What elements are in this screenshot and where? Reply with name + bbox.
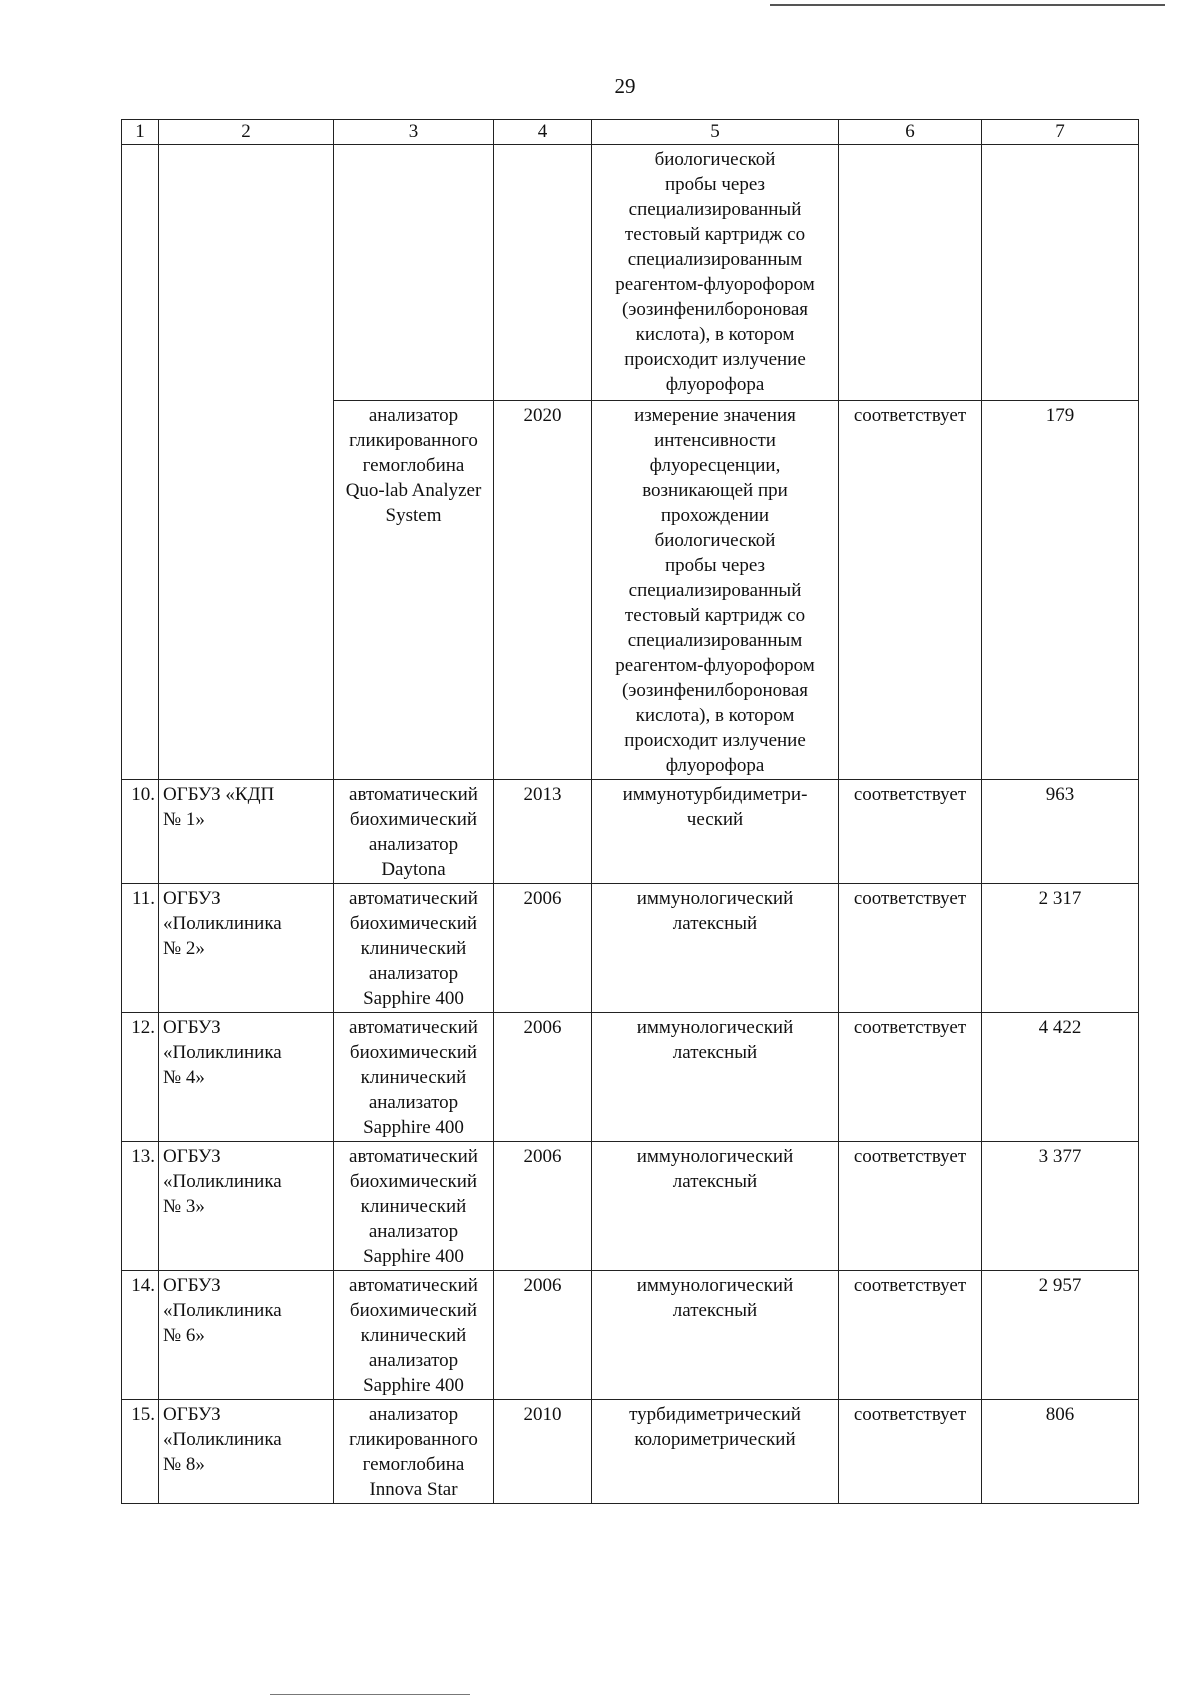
row-number-cell: 11. bbox=[122, 884, 159, 1013]
cell-text-line: гликированного bbox=[349, 430, 478, 451]
analyzer-cell bbox=[334, 1013, 494, 1142]
cell-text-line: специализированный bbox=[628, 199, 802, 220]
cell-text-line: «Поликлиника bbox=[163, 913, 282, 934]
organization-cell bbox=[159, 145, 334, 780]
compliance-cell: соответствует bbox=[839, 780, 982, 884]
cell-text-line: Daytona bbox=[381, 859, 446, 880]
analyzer-cell bbox=[334, 1271, 494, 1400]
year-cell: 2010 bbox=[494, 1400, 592, 1504]
page-number: 29 bbox=[614, 74, 636, 98]
organization-cell bbox=[159, 1142, 334, 1271]
cell-text-line: биохимический bbox=[349, 1042, 478, 1063]
cell-text-line: кислота), в котором bbox=[635, 324, 795, 345]
organization-cell bbox=[159, 1013, 334, 1142]
cell-text-line: латексный bbox=[672, 1042, 758, 1063]
cell-text-line: интенсивности bbox=[654, 430, 776, 451]
data-table bbox=[121, 119, 1139, 1504]
cell-text-line: анализатор bbox=[368, 1404, 459, 1425]
compliance-cell bbox=[839, 145, 982, 401]
cell-text-line: иммунологический bbox=[636, 1275, 794, 1296]
cell-text-line: пробы через bbox=[664, 555, 765, 576]
compliance-cell: соответствует bbox=[839, 1400, 982, 1504]
cell-text-line: Sapphire 400 bbox=[363, 988, 464, 1009]
cell-text-line: иммунологический bbox=[636, 888, 794, 909]
compliance-cell: соответствует bbox=[839, 401, 982, 780]
row-number-cell bbox=[122, 145, 159, 780]
header-cell: 4 bbox=[494, 120, 592, 145]
cell-text-line: флуоресценции, bbox=[649, 455, 781, 476]
cell-text-line: биологической bbox=[654, 530, 776, 551]
cell-text-line: гемоглобина bbox=[362, 455, 465, 476]
table-row bbox=[122, 145, 1139, 401]
cell-text-line: иммунологический bbox=[636, 1017, 794, 1038]
cell-text-line: ОГБУЗ bbox=[163, 1146, 221, 1167]
cell-text-line: реагентом-флуорофором bbox=[615, 274, 815, 295]
cell-text-line: клинический bbox=[360, 938, 467, 959]
cell-text-line: автоматический bbox=[349, 1017, 478, 1038]
compliance-cell: соответствует bbox=[839, 884, 982, 1013]
analyzer-cell bbox=[334, 884, 494, 1013]
cell-text-line: клинический bbox=[360, 1196, 467, 1217]
method-cell bbox=[592, 1013, 839, 1142]
analyzer-cell bbox=[334, 1142, 494, 1271]
method-cell bbox=[592, 1142, 839, 1271]
cell-text-line: № 2» bbox=[163, 938, 205, 959]
cell-text-line: биологической bbox=[654, 149, 776, 170]
cell-text-line: (эозинфенилбороновая bbox=[621, 299, 809, 320]
year-cell: 2006 bbox=[494, 1142, 592, 1271]
cell-text-line: специализированным bbox=[627, 630, 803, 651]
cell-text-line: гликированного bbox=[349, 1429, 478, 1450]
cell-text-line: ОГБУЗ «КДП bbox=[163, 784, 275, 805]
method-cell bbox=[592, 1271, 839, 1400]
table-row bbox=[122, 1142, 1139, 1271]
count-cell: 179 bbox=[982, 401, 1139, 780]
count-cell: 2 317 bbox=[982, 884, 1139, 1013]
table-row bbox=[122, 780, 1139, 884]
cell-text-line: ОГБУЗ bbox=[163, 1017, 221, 1038]
compliance-cell: соответствует bbox=[839, 1013, 982, 1142]
table-row bbox=[122, 1400, 1139, 1504]
row-number-cell: 14. bbox=[122, 1271, 159, 1400]
cell-text-line: ОГБУЗ bbox=[163, 1275, 221, 1296]
count-cell: 963 bbox=[982, 780, 1139, 884]
table-row bbox=[122, 884, 1139, 1013]
header-cell: 5 bbox=[592, 120, 839, 145]
organization-cell bbox=[159, 1271, 334, 1400]
header-cell: 6 bbox=[839, 120, 982, 145]
row-number-cell: 12. bbox=[122, 1013, 159, 1142]
table-header-row bbox=[122, 120, 1139, 145]
count-cell: 4 422 bbox=[982, 1013, 1139, 1142]
cell-text-line: биохимический bbox=[349, 809, 478, 830]
count-cell bbox=[982, 145, 1139, 401]
scan-artifact-top bbox=[770, 4, 1165, 6]
table-row bbox=[122, 1013, 1139, 1142]
cell-text-line: «Поликлиника bbox=[163, 1429, 282, 1450]
row-number-cell: 13. bbox=[122, 1142, 159, 1271]
cell-text-line: измерение значения bbox=[634, 405, 796, 426]
cell-text-line: анализатор bbox=[368, 405, 459, 426]
method-cell bbox=[592, 401, 839, 780]
method-cell bbox=[592, 884, 839, 1013]
cell-text-line: анализатор bbox=[368, 1221, 459, 1242]
scan-artifact-bottom bbox=[270, 1694, 470, 1695]
header-cell: 7 bbox=[982, 120, 1139, 145]
cell-text-line: пробы через bbox=[664, 174, 765, 195]
cell-text-line: № 1» bbox=[163, 809, 205, 830]
method-cell bbox=[592, 1400, 839, 1504]
organization-cell bbox=[159, 884, 334, 1013]
cell-text-line: Sapphire 400 bbox=[363, 1117, 464, 1138]
row-number-cell: 15. bbox=[122, 1400, 159, 1504]
cell-text-line: происходит излучение bbox=[624, 349, 806, 370]
row-number-cell: 10. bbox=[122, 780, 159, 884]
cell-text-line: происходит излучение bbox=[624, 730, 806, 751]
analyzer-cell bbox=[334, 145, 494, 401]
cell-text-line: ческий bbox=[686, 809, 744, 830]
count-cell: 806 bbox=[982, 1400, 1139, 1504]
cell-text-line: № 8» bbox=[163, 1454, 205, 1475]
year-cell: 2006 bbox=[494, 884, 592, 1013]
cell-text-line: биохимический bbox=[349, 1171, 478, 1192]
header-cell: 2 bbox=[159, 120, 334, 145]
analyzer-cell bbox=[334, 1400, 494, 1504]
organization-cell bbox=[159, 1400, 334, 1504]
cell-text-line: биохимический bbox=[349, 1300, 478, 1321]
cell-text-line: кислота), в котором bbox=[635, 705, 795, 726]
year-cell: 2020 bbox=[494, 401, 592, 780]
cell-text-line: «Поликлиника bbox=[163, 1171, 282, 1192]
cell-text-line: «Поликлиника bbox=[163, 1042, 282, 1063]
cell-text-line: биохимический bbox=[349, 913, 478, 934]
cell-text-line: латексный bbox=[672, 913, 758, 934]
cell-text-line: флуорофора bbox=[665, 755, 765, 776]
cell-text-line: автоматический bbox=[349, 1146, 478, 1167]
cell-text-line: автоматический bbox=[349, 888, 478, 909]
count-cell: 2 957 bbox=[982, 1271, 1139, 1400]
cell-text-line: Sapphire 400 bbox=[363, 1246, 464, 1267]
cell-text-line: Sapphire 400 bbox=[363, 1375, 464, 1396]
cell-text-line: специализированный bbox=[628, 580, 802, 601]
count-cell: 3 377 bbox=[982, 1142, 1139, 1271]
method-cell bbox=[592, 145, 839, 401]
table-row bbox=[122, 1271, 1139, 1400]
organization-cell bbox=[159, 780, 334, 884]
cell-text-line: «Поликлиника bbox=[163, 1300, 282, 1321]
cell-text-line: анализатор bbox=[368, 1350, 459, 1371]
cell-text-line: клинический bbox=[360, 1325, 467, 1346]
year-cell: 2013 bbox=[494, 780, 592, 884]
cell-text-line: флуорофора bbox=[665, 374, 765, 395]
cell-text-line: № 6» bbox=[163, 1325, 205, 1346]
analyzer-cell bbox=[334, 401, 494, 780]
cell-text-line: System bbox=[385, 505, 442, 526]
compliance-cell: соответствует bbox=[839, 1271, 982, 1400]
cell-text-line: анализатор bbox=[368, 834, 459, 855]
cell-text-line: Quo-lab Analyzer bbox=[345, 480, 482, 501]
cell-text-line: анализатор bbox=[368, 1092, 459, 1113]
cell-text-line: ОГБУЗ bbox=[163, 1404, 221, 1425]
cell-text-line: колориметрический bbox=[634, 1429, 796, 1450]
cell-text-line: тестовый картридж со bbox=[624, 605, 806, 626]
cell-text-line: автоматический bbox=[349, 1275, 478, 1296]
compliance-cell: соответствует bbox=[839, 1142, 982, 1271]
analyzer-cell bbox=[334, 780, 494, 884]
cell-text-line: тестовый картридж со bbox=[624, 224, 806, 245]
method-cell bbox=[592, 780, 839, 884]
cell-text-line: иммунологический bbox=[636, 1146, 794, 1167]
cell-text-line: латексный bbox=[672, 1171, 758, 1192]
cell-text-line: гемоглобина bbox=[362, 1454, 465, 1475]
cell-text-line: прохождении bbox=[660, 505, 770, 526]
cell-text-line: турбидиметрический bbox=[629, 1404, 801, 1425]
cell-text-line: клинический bbox=[360, 1067, 467, 1088]
cell-text-line: (эозинфенилбороновая bbox=[621, 680, 809, 701]
cell-text-line: № 3» bbox=[163, 1196, 205, 1217]
cell-text-line: латексный bbox=[672, 1300, 758, 1321]
cell-text-line: Innova Star bbox=[369, 1479, 458, 1500]
year-cell: 2006 bbox=[494, 1013, 592, 1142]
cell-text-line: автоматический bbox=[349, 784, 478, 805]
header-cell: 3 bbox=[334, 120, 494, 145]
cell-text-line: ОГБУЗ bbox=[163, 888, 221, 909]
cell-text-line: анализатор bbox=[368, 963, 459, 984]
cell-text-line: реагентом-флуорофором bbox=[615, 655, 815, 676]
cell-text-line: иммунотурбидиметри- bbox=[622, 784, 808, 805]
cell-text-line: № 4» bbox=[163, 1067, 205, 1088]
year-cell bbox=[494, 145, 592, 401]
cell-text-line: специализированным bbox=[627, 249, 803, 270]
cell-text-line: возникающей при bbox=[642, 480, 788, 501]
year-cell: 2006 bbox=[494, 1271, 592, 1400]
header-cell: 1 bbox=[122, 120, 159, 145]
